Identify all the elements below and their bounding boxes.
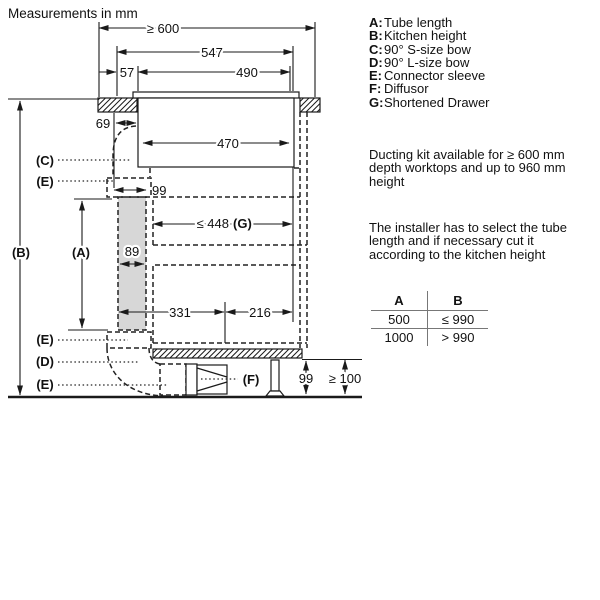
table-header-row — [371, 291, 488, 311]
dim-448-g-label: (G) — [233, 216, 252, 231]
dim-99-bottom-label: 99 — [298, 371, 314, 386]
connector-sleeve-bottom — [160, 364, 186, 395]
legend-label: Tube length — [384, 15, 453, 30]
legend-item-b — [369, 29, 490, 42]
cabinet-bottom-panel — [153, 349, 302, 358]
tube-length-table — [371, 291, 488, 346]
dim-216-label: 216 — [249, 305, 271, 320]
dim-69-label: 69 — [95, 116, 111, 131]
legend-label: 90° L-size bow — [384, 54, 470, 70]
shortened-drawer-outline — [153, 197, 307, 245]
dim-470-label: 470 — [217, 136, 239, 151]
connector-sleeve-mid — [107, 332, 151, 348]
legend-item-d — [369, 56, 490, 69]
table-cell: > 990 — [428, 329, 489, 347]
table-header-b: B — [428, 291, 489, 311]
appliance-leg — [271, 360, 279, 391]
label-e-mid: (E) — [36, 332, 54, 347]
legend-key: B: — [369, 28, 383, 44]
legend-item-e — [369, 69, 490, 82]
diffusor-and-leg — [186, 360, 284, 396]
dimension-lines — [8, 22, 362, 397]
diffusor-collar — [186, 364, 197, 395]
worktop-hatch-left — [98, 98, 137, 112]
note-line: according to the kitchen height — [369, 246, 546, 262]
lower-drawer-outline — [153, 265, 307, 343]
note-line: length and if necessary cut it — [369, 233, 534, 249]
note-line: depth worktops and up to 960 mm — [369, 160, 566, 176]
legend-key: F: — [369, 81, 382, 97]
dim-57-label: 57 — [119, 65, 135, 80]
legend-item-f — [369, 82, 490, 95]
legend-key: A: — [369, 15, 383, 30]
legend-label: 90° S-size bow — [384, 41, 471, 57]
dim-99-top-label: 99 — [152, 183, 167, 198]
page-title: Measurements in mm — [8, 6, 138, 21]
dim-547-label: 547 — [201, 45, 223, 60]
legend-item-g — [369, 96, 490, 109]
hob-top-plate — [133, 92, 299, 98]
legend-label: Shortened Drawer — [384, 94, 490, 110]
legend-key: E: — [369, 68, 382, 84]
label-e-bottom: (E) — [36, 377, 54, 392]
label-c: (C) — [35, 153, 55, 168]
s-bow — [113, 126, 136, 177]
worktop-hatch-right — [300, 98, 320, 112]
legend-key: G: — [369, 94, 384, 110]
dim-490-label: 490 — [236, 65, 258, 80]
hob-body — [138, 98, 294, 167]
label-d: (D) — [35, 354, 55, 369]
table-cell: ≤ 990 — [428, 311, 489, 329]
installer-note — [369, 221, 567, 261]
dim-100-label: ≥ 100 — [328, 371, 362, 386]
note-line: The installer has to select the tube — [369, 220, 568, 235]
legend-item-c — [369, 43, 490, 56]
legend-item-a — [369, 16, 490, 29]
table-cell: 500 — [371, 311, 428, 329]
legend-key: C: — [369, 41, 383, 57]
technical-diagram — [0, 0, 380, 410]
legend-label: Diffusor — [384, 81, 429, 97]
ducting-kit-note — [369, 148, 566, 188]
table-header-a: A — [394, 293, 404, 308]
label-f: (F) — [242, 372, 260, 387]
label-b: (B) — [11, 245, 31, 260]
label-a: (A) — [71, 245, 91, 260]
dim-600-label: ≥ 600 — [146, 21, 180, 36]
table-cell: 1000 — [371, 329, 428, 347]
note-line: height — [369, 173, 405, 189]
table-row — [371, 311, 488, 329]
rear-duct-lines — [294, 112, 307, 348]
table-row — [371, 329, 488, 347]
appliance-foot — [266, 391, 284, 396]
dim-448-label: ≤ 448 — [196, 216, 229, 231]
dim-89-label: 89 — [124, 244, 140, 259]
legend-label: Kitchen height — [384, 28, 467, 44]
dim-331-label: 331 — [169, 305, 191, 320]
parts-legend — [369, 16, 490, 109]
label-e-top: (E) — [36, 174, 54, 189]
legend-key: D: — [369, 54, 383, 70]
note-line: Ducting kit available for ≥ 600 mm — [369, 147, 565, 162]
legend-label: Connector sleeve — [384, 68, 486, 84]
